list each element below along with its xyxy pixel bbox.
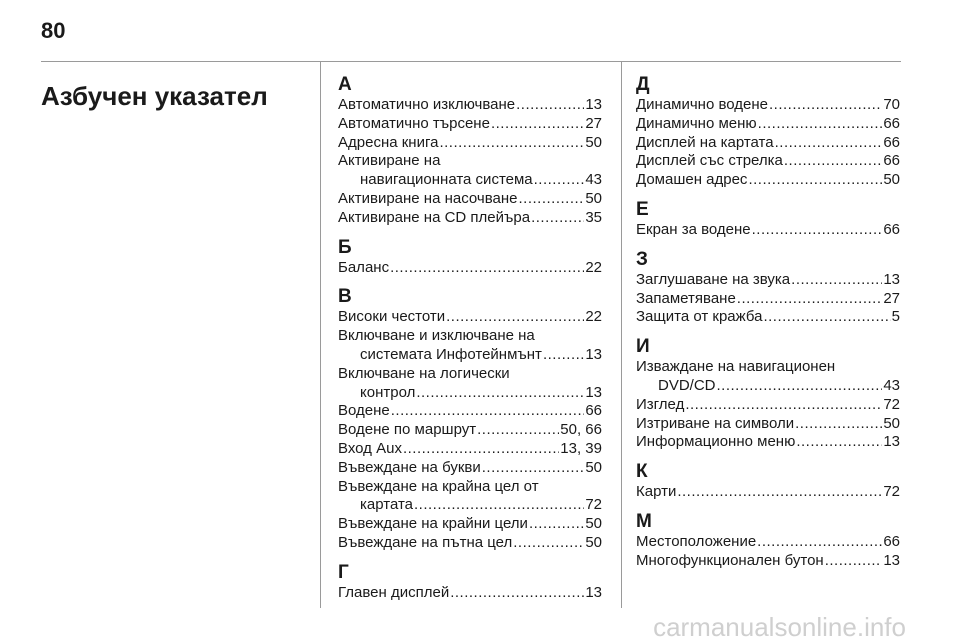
dot-leader <box>450 584 584 603</box>
index-entry-name: Водене по маршрут <box>338 421 477 439</box>
index-entry-page: 66 <box>883 532 900 550</box>
index-section <box>636 199 900 240</box>
section-letter: К <box>636 461 648 483</box>
index-entry <box>636 483 900 502</box>
dot-leader <box>516 96 584 115</box>
index-entry-first-line: Активиране на <box>338 152 441 170</box>
index-entry-name: Динамично водене <box>636 96 768 113</box>
index-entry <box>636 115 900 134</box>
index-entry-page: 66 <box>883 220 900 238</box>
index-entry <box>338 346 602 365</box>
index-entry <box>636 533 900 552</box>
dot-leader <box>491 115 584 134</box>
dot-leader <box>390 259 584 278</box>
index-entry <box>636 152 900 171</box>
index-entry-name: Екран за водене <box>636 220 751 238</box>
dot-leader <box>531 209 584 228</box>
index-entry-page: 72 <box>883 395 900 413</box>
dot-leader <box>403 440 559 459</box>
index-entry-page: 43 <box>585 171 602 189</box>
index-entry-name: Дисплей на картата <box>636 133 774 151</box>
index-entry <box>338 209 602 228</box>
index-entry-page: 66 <box>883 133 900 151</box>
dot-leader <box>825 552 883 571</box>
section-letter: Б <box>338 236 352 258</box>
index-entry-name: Вход Aux <box>338 439 402 457</box>
index-title: Азбучен указател <box>41 81 268 111</box>
index-entry-first-line: Включване на логически <box>338 364 510 382</box>
index-column-2 <box>636 74 900 571</box>
index-entry-name: Автоматично търсене <box>338 114 490 132</box>
dot-leader <box>685 396 882 415</box>
index-entry-name: картата <box>360 496 414 514</box>
index-entry <box>636 171 900 190</box>
dot-leader <box>477 421 559 440</box>
index-entry-page: 50 <box>883 171 900 189</box>
index-entry-name: Активиране на насочване <box>338 189 518 207</box>
dot-leader <box>519 190 585 209</box>
dot-leader <box>677 483 882 502</box>
index-entry <box>636 433 900 452</box>
index-entry <box>338 384 602 403</box>
index-entry-page: 72 <box>883 483 900 501</box>
index-entry-page: 50 <box>883 414 900 432</box>
index-entry-name: Карти <box>636 483 677 501</box>
index-entry <box>338 459 602 478</box>
dot-leader <box>795 415 882 434</box>
index-entry-page: 13 <box>585 383 602 401</box>
dot-leader <box>784 152 882 171</box>
dot-leader <box>752 221 883 240</box>
dot-leader <box>513 534 584 553</box>
index-entry <box>338 96 602 115</box>
index-entry-page: 66 <box>585 402 602 420</box>
section-letter: М <box>636 510 652 532</box>
index-entry-page: 50 <box>585 189 602 207</box>
index-entry-page: 70 <box>883 96 900 113</box>
index-entry-name: Дисплей със стрелка <box>636 152 783 170</box>
index-entry <box>636 134 900 153</box>
index-entry-name: Въвеждане на крайни цели <box>338 515 528 533</box>
index-entry <box>636 415 900 434</box>
index-entry-name: Високи честоти <box>338 308 446 326</box>
index-entry-page: 66 <box>883 152 900 170</box>
column-divider <box>621 62 622 608</box>
dot-leader <box>748 171 882 190</box>
dot-leader <box>416 384 584 403</box>
header-rule <box>41 61 901 62</box>
index-entry <box>338 308 602 327</box>
dot-leader <box>439 134 584 153</box>
index-entry <box>338 440 602 459</box>
index-entry-page: 50 <box>585 515 602 533</box>
index-entry-name: DVD/CD <box>658 376 716 394</box>
index-entry <box>636 96 900 115</box>
index-entry <box>636 377 900 396</box>
index-entry-name: Изтриване на символи <box>636 414 795 432</box>
index-entry-name: Информационно меню <box>636 433 796 451</box>
index-entry-name: Защита от кражба <box>636 308 763 326</box>
index-entry-first-line: Включване и изключване на <box>338 327 535 345</box>
dot-leader <box>737 290 883 309</box>
index-entry-name: Баланс <box>338 258 390 276</box>
index-column-1 <box>338 74 602 603</box>
section-letter: А <box>338 74 352 95</box>
index-entry-name: Активиране на CD плейъра <box>338 208 531 226</box>
section-letter: И <box>636 336 650 358</box>
index-entry-name: Запаметяване <box>636 289 736 307</box>
index-entry-page: 22 <box>585 258 602 276</box>
index-entry-name: Главен дисплей <box>338 583 450 601</box>
section-letter: Д <box>636 74 650 95</box>
dot-leader <box>534 171 585 190</box>
index-section <box>338 237 602 278</box>
dot-leader <box>758 115 883 134</box>
section-letter: З <box>636 248 648 270</box>
dot-leader <box>391 402 585 421</box>
index-entry-page: 66 <box>883 114 900 132</box>
index-section <box>636 511 900 571</box>
index-entry-name: Въвеждане на пътна цел <box>338 533 513 551</box>
dot-leader <box>543 346 584 365</box>
dot-leader <box>414 496 584 515</box>
dot-leader <box>791 271 882 290</box>
dot-leader <box>717 377 883 396</box>
index-section <box>636 461 900 502</box>
index-entry-name: Водене <box>338 402 390 420</box>
index-section <box>338 562 602 603</box>
index-entry-page: 43 <box>883 376 900 394</box>
index-section <box>636 249 900 327</box>
index-entry-name: Местоположение <box>636 532 757 550</box>
index-entry-page: 72 <box>585 496 602 514</box>
dot-leader <box>796 433 882 452</box>
index-entry-page: 50, 66 <box>560 421 602 439</box>
index-entry-name: контрол <box>360 383 416 401</box>
index-entry-page: 27 <box>883 289 900 307</box>
index-entry <box>338 534 602 553</box>
section-letter: Е <box>636 198 649 220</box>
index-entry <box>636 552 900 571</box>
section-letter: В <box>338 286 352 308</box>
index-entry <box>338 190 602 209</box>
index-entry <box>338 515 602 534</box>
index-entry <box>338 115 602 134</box>
index-entry-name: Адресна книга <box>338 133 439 151</box>
index-entry-name: Въвеждане на букви <box>338 458 481 476</box>
index-entry <box>338 259 602 278</box>
index-entry <box>636 271 900 290</box>
dot-leader <box>763 308 890 327</box>
index-entry-page: 13 <box>883 433 900 451</box>
index-entry-name: навигационната система <box>360 171 533 189</box>
section-letter: Г <box>338 561 349 583</box>
index-entry-page: 13 <box>585 96 602 113</box>
watermark-text: carmanualsonline.info <box>653 612 906 642</box>
index-section <box>338 286 602 552</box>
index-entry <box>636 308 900 327</box>
index-section <box>636 74 900 190</box>
index-entry-first-line: Въвеждане на крайна цел от <box>338 477 539 495</box>
index-entry <box>636 396 900 415</box>
index-entry-first-line: Изваждане на навигационен <box>636 358 836 376</box>
index-entry-name: Изглед <box>636 395 685 413</box>
index-entry-page: 13 <box>883 270 900 288</box>
index-entry-name: Автоматично изключване <box>338 96 516 113</box>
index-entry <box>338 584 602 603</box>
index-entry-name: Заглушаване на звука <box>636 270 791 288</box>
index-entry-page: 13 <box>585 345 602 363</box>
index-entry-page: 50 <box>585 133 602 151</box>
index-entry <box>338 496 602 515</box>
index-section <box>636 336 900 452</box>
page-number: 80 <box>41 18 66 43</box>
index-entry-page: 13 <box>883 551 900 569</box>
dot-leader <box>757 533 882 552</box>
index-entry-page: 5 <box>891 308 900 326</box>
index-entry-name: Динамично меню <box>636 114 757 132</box>
dot-leader <box>482 459 585 478</box>
index-entry <box>636 221 900 240</box>
index-entry <box>338 134 602 153</box>
index-entry-page: 22 <box>585 308 602 326</box>
index-entry-name: Домашен адрес <box>636 171 748 189</box>
dot-leader <box>446 308 584 327</box>
dot-leader <box>529 515 584 534</box>
index-entry-page: 27 <box>585 114 602 132</box>
index-entry <box>338 421 602 440</box>
index-entry-name: Многофункционален бутон <box>636 551 824 569</box>
index-section <box>338 74 602 228</box>
dot-leader <box>775 134 883 153</box>
index-entry-page: 13, 39 <box>560 439 602 457</box>
index-entry-page: 13 <box>585 583 602 601</box>
index-entry <box>338 402 602 421</box>
index-entry-page: 50 <box>585 458 602 476</box>
column-divider <box>320 62 321 608</box>
index-entry-page: 50 <box>585 533 602 551</box>
index-entry <box>338 171 602 190</box>
index-entry-page: 35 <box>585 208 602 226</box>
index-entry-name: системата Инфотейнмънт <box>360 345 542 363</box>
dot-leader <box>769 96 882 115</box>
index-entry <box>636 290 900 309</box>
